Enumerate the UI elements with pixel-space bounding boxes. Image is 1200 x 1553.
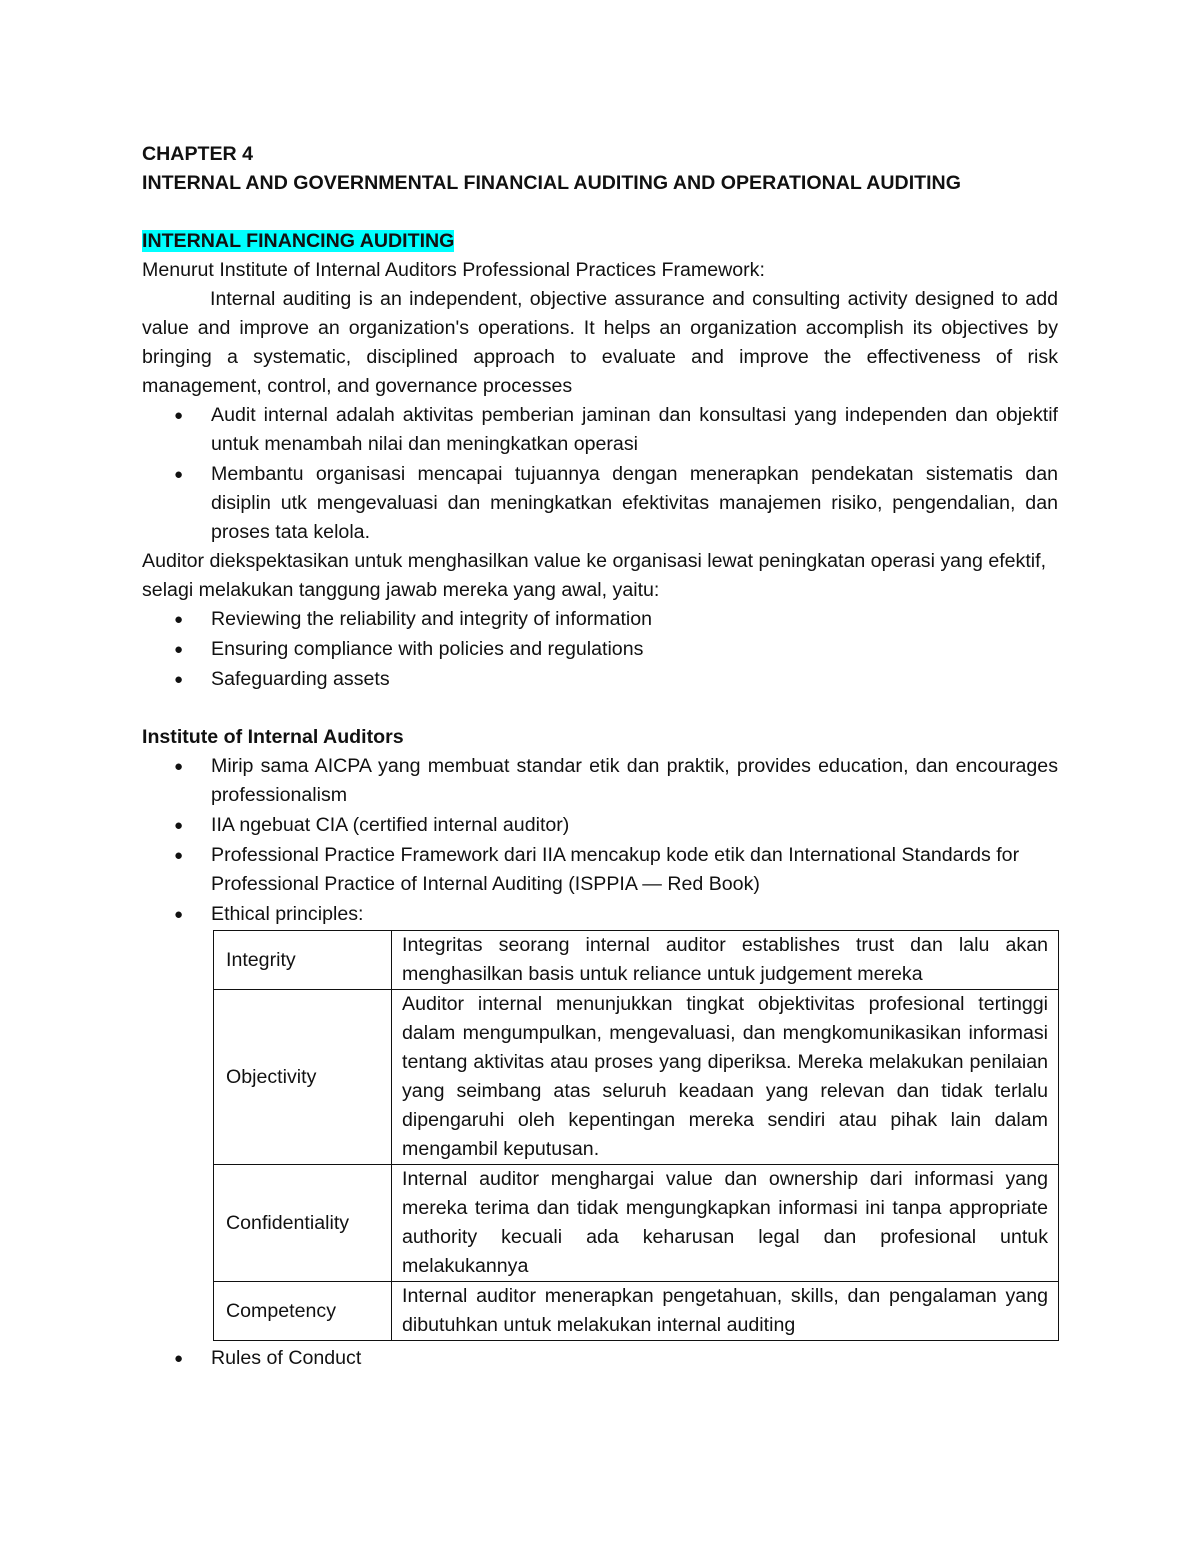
bullet-icon: ● [174,671,184,688]
list-item [142,401,1058,459]
bullet-icon: ● [174,466,184,483]
list-item [142,605,1058,634]
bullet-icon: ● [174,1350,184,1367]
ethics-table [213,930,1059,1341]
bullet-icon: ● [174,906,184,923]
list-item [142,460,1058,547]
chapter-number: CHAPTER 4 [142,143,254,165]
bullet-icon: ● [174,847,184,864]
description-cell: Auditor internal menunjukkan tingkat objektivitas profesional tertinggi dalam mengumpulkan, mengevaluasi, dan mengkomunikasikan informasi tentang aktivitas atau proses yang diperiksa. Mereka melakukan penilaian yang seimbang atas seluruh keadaan yang relevan dan tidak terlalu dipengaruhi oleh kepentingan mereka sendiri atau pihak lain dalam mengambil keputusan. [392,990,1059,1165]
intro-text: Menurut Institute of Internal Auditors Professional Practices Framework: [142,259,765,281]
list-item-text: Ethical principles: [211,903,364,925]
chapter-title: INTERNAL AND GOVERNMENTAL FINANCIAL AUDITING AND OPERATIONAL AUDITING [142,172,961,194]
definition-paragraph: Internal auditing is an independent, objective assurance and consulting activity designed to add value and improve an organization's operations. It helps an organization accomplish its objectives by bringing a systematic, disciplined approach to evaluate and improve the effectiveness of risk management, control, and governance processes [142,288,1058,397]
bullet-icon: ● [174,758,184,775]
list-item-text: Mirip sama AICPA yang membuat standar etik dan praktik, provides education, dan encourages professionalism [211,755,1058,806]
list-item-text: Membantu organisasi mencapai tujuannya dengan menerapkan pendekatan sistematis dan disiplin utk mengevaluasi dan meningkatkan efektivitas manajemen risiko, pengendalian, dan proses tata kelola. [211,463,1058,543]
table-row [214,1282,1059,1341]
bullet-icon: ● [174,641,184,658]
list-item-text: Reviewing the reliability and integrity of information [211,608,653,630]
description-cell: Internal auditor menerapkan pengetahuan, skills, dan pengalaman yang dibutuhkan untuk melakukan internal auditing [392,1282,1059,1341]
document-page [142,140,1058,1373]
bullet-list-responsibilities [142,605,1058,694]
list-item-text: Audit internal adalah aktivitas pemberian jaminan dan konsultasi yang independen dan objektif untuk menambah nilai dan meningkatkan operasi [211,404,1058,455]
list-item-text: Safeguarding assets [211,668,390,690]
bullet-list-definition [142,401,1058,547]
principle-cell: Integrity [214,931,392,990]
list-item-text: Professional Practice Framework dari IIA mencakup kode etik dan International Standards for Professional Practice of Internal Auditing (ISPPIA — Red Book) [211,844,1020,895]
highlighted-heading: INTERNAL FINANCING AUDITING [142,230,455,252]
principle-cell: Confidentiality [214,1165,392,1282]
list-item [142,841,1058,899]
bullet-list-conduct [142,1344,1058,1373]
list-item [142,900,1058,929]
list-item-text: IIA ngebuat CIA (certified internal auditor) [211,814,570,836]
bullet-list-iia [142,752,1058,929]
bullet-icon: ● [174,611,184,628]
list-item [142,811,1058,840]
principle-cell: Competency [214,1282,392,1341]
list-item [142,1344,1058,1373]
bullet-icon: ● [174,817,184,834]
list-item-text: Ensuring compliance with policies and regulations [211,638,644,660]
list-item-text: Rules of Conduct [211,1347,362,1369]
table-row [214,990,1059,1165]
bullet-icon: ● [174,407,184,424]
principle-cell: Objectivity [214,990,392,1165]
description-cell: Internal auditor menghargai value dan ownership dari informasi yang mereka terima dan tidak mengungkapkan informasi ini tanpa appropriate authority kecuali ada keharusan legal dan profesional untuk melakukannya [392,1165,1059,1282]
section-heading-internal-financing [142,227,1058,256]
section-heading-iia: Institute of Internal Auditors [142,726,404,748]
table-row [214,931,1059,990]
list-item [142,635,1058,664]
description-cell: Integritas seorang internal auditor establishes trust dan lalu akan menghasilkan basis untuk reliance untuk judgement mereka [392,931,1059,990]
list-item [142,752,1058,810]
table-row [214,1165,1059,1282]
expectation-paragraph: Auditor diekspektasikan untuk menghasilkan value ke organisasi lewat peningkatan operasi yang efektif, selagi melakukan tanggung jawab mereka yang awal, yaitu: [142,550,1047,601]
list-item [142,665,1058,694]
